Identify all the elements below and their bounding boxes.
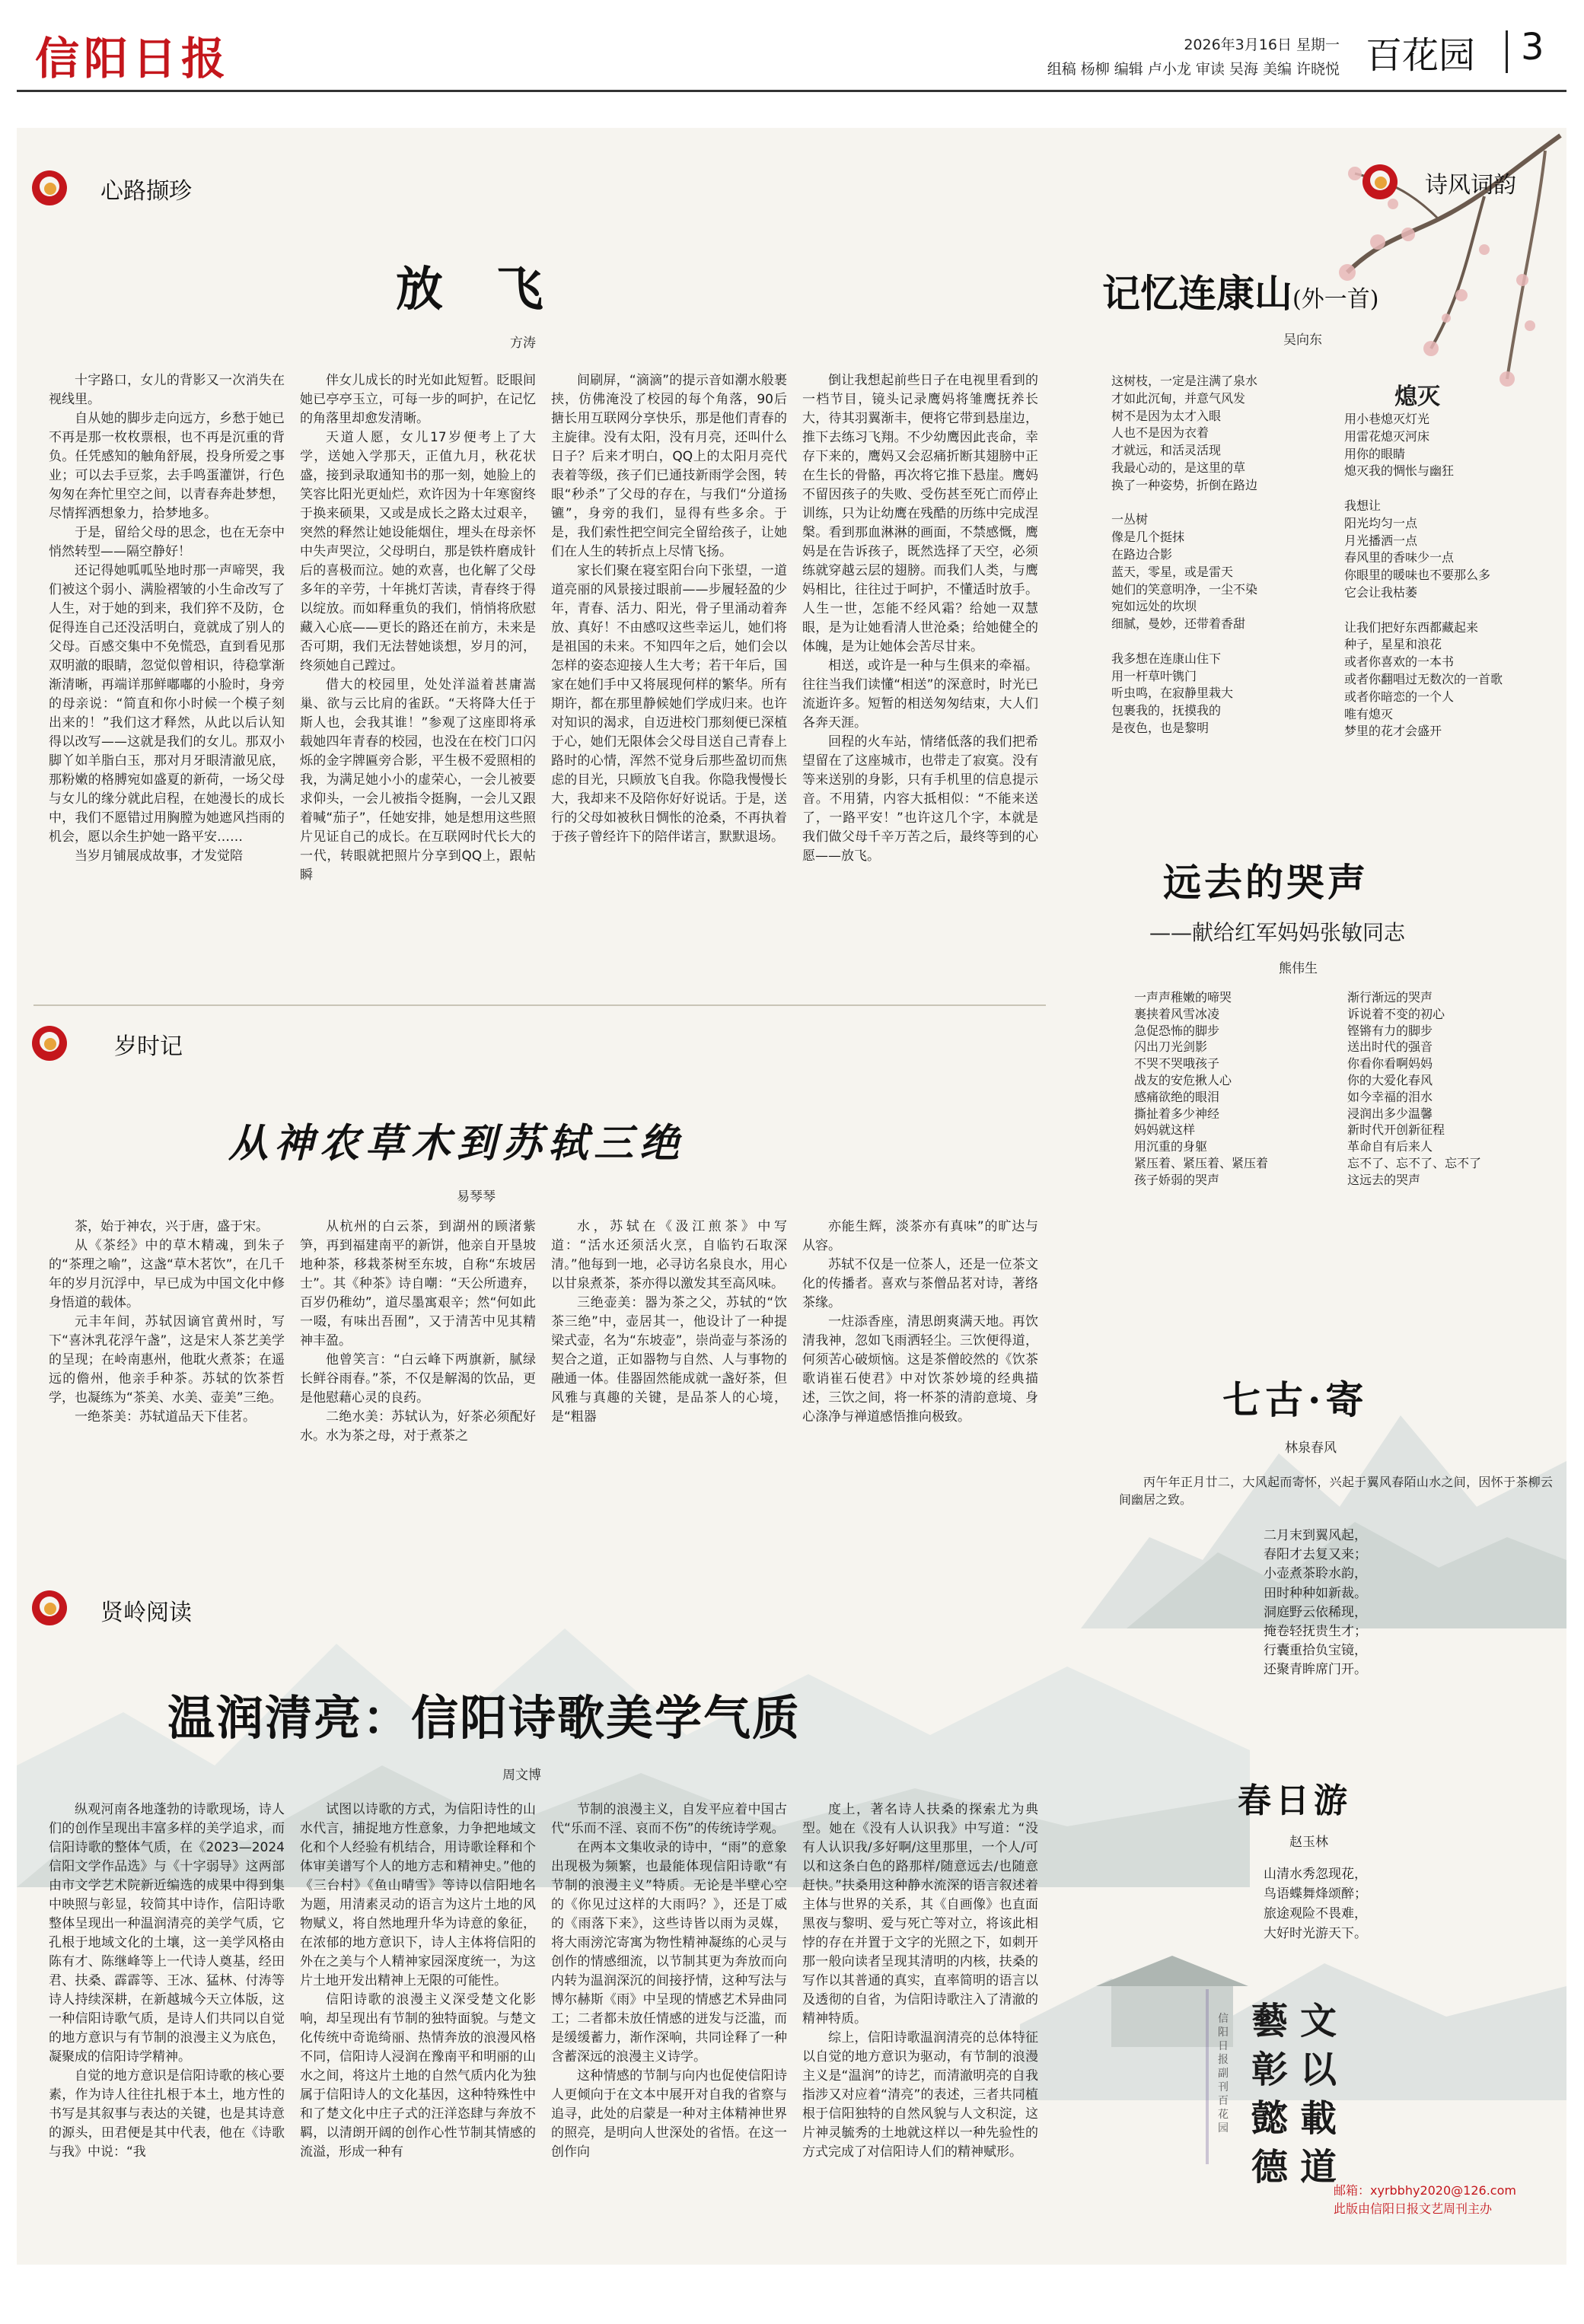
poem-line: 浸润出多少温馨 [1347,1106,1433,1121]
poem-line: 撕扯着多少神经 [1134,1106,1220,1121]
poem-line: 铿锵有力的脚步 [1347,1023,1433,1038]
poem-body-yuanqu-a [1134,989,1340,1189]
poem-line: 田时种种如新裁。 [1264,1585,1367,1601]
fangfei-column-2: 伴女儿成长的时光如此短暂。眨眼间她已亭亭玉立，可每一步的呵护，在记忆的角落里却愈发清晰。 天道人愿，女儿17岁便考上了大学，送她入学那天，正值九月，秋花状盛，接到录取通知书的那一刻，她脸上的笑容比阳光更灿烂，欢许因为十年寒窗终于换来硕果，又或是成长之路太过艰辛，突然的释然让她设能烟住，埋头在母亲怀中失声哭泣，父母明白，那是铁杵磨成针后的喜极而泣。她的欢喜，也化解了父母多年的辛劳，十年挑灯苦读，青春终于得以绽放。而如释重负的我们，悄悄将欣慰藏入心底——更长的路还在前方，未来是否可期，我们无法替她谈想，岁月的河，终须她自己蹚过。 借大的校园里，处处洋溢着甚庸嵩巢、欲与云比肩的雀跃。“天将降大任于斯人也，会我其谁！”参观了这座即将承载她四年青春的校园，也没在在校门口闪烁的金字牌匾旁合影，平生极不爱照相的我，为满足她小小的虚荣心，一会儿被要求仰头，一会儿被指令挺胸，一会儿又跟着喊“茄子”，任她安排，她是想用这些照片见证自己的成长。在互联网时代长大的一代，转眼就把照片分享到QQ上，跟帖瞬 [300,373,536,883]
poem-title-kangshan-sub: (外一首) [1292,286,1379,313]
poem-preface-qigu: 丙午年正月廿二，大风起而寄怀，兴起于翼风春陌山水之间，因怀于茶柳云间幽居之致。 [1119,1475,1553,1507]
seal-char: 以 [1300,2049,1337,2091]
wenrun-column-1: 纵观河南各地蓬勃的诗歌现场，诗人们的创作呈现出丰富多样的美学追求，而信阳诗歌的整体气质，在《2023—2024信阳文学作品选》与《十字弱导》这两部由市文学艺术院新近编选的成果中得到集中映照与彰显，较简其中诗作，信阳诗歌整体呈现出一种温润清亮的美学气质，它孔根于地域文化的土壤，这一美学风格由陈有才、陈继峰等上一代诗人奠基，经田君、扶桑、霹霹等、王冰、猛林、付涛等诗人持续深耕，在新越城今天立体版，这一种信阳诗歌气质，是诗人们共同以自觉的地方意识与有节制的浪漫主义为底色，凝聚成的信阳诗学精神。 自觉的地方意识是信阳诗歌的核心要素，作为诗人往往扎根于本土，地方性的书写是其叙事与表达的关键，也是其诗意的源头，田君便是其中代表，他在《诗歌与我》中说：“我 [49,1802,285,2160]
wenrun-column-2: 试图以诗歌的方式，为信阳诗性的山水代言，捕捉地方性意象，力争把地域文化和个人经验有机结合，用诗歌诠释和个体审美谱写个人的地方志和精神史。”他的《三台村》《鱼山晴雪》等诗以信阳地名为题，用清素灵动的语言为这片土地的风物赋义，将自然地理升华为诗意的象征，在浓郁的地方意识下，诗人主体将信阳的外在之美与个人精神家园深度统一，为这片土地开发出精神上无限的可能性。 信阳诗歌的浪漫主义深受楚文化影响，却呈现出有节制的独特面貌。与楚文化传统中奇诡绮丽、热情奔放的浪漫风格不同，信阳诗人浸润在豫南平和明丽的山水之间，将这片土地的自然气质内化为独属于信阳诗人的文化基因，这种特殊性中和了楚文化中庄子式的汪洋恣肆与奔放不羁，以清朗开阔的创作心性节制其情感的流溢，形成一种有 [300,1802,536,2160]
poem-body-kangshan [1111,373,1340,737]
poem-line: 在路边合影 [1111,546,1173,562]
poem-line: 让我们把好东西都藏起来 [1344,619,1479,635]
poem-line: 种子，星星和浪花 [1344,637,1442,652]
shennong-column-4: 亦能生辉，淡茶亦有真味”的旷达与从容。 苏轼不仅是一位茶人，还是一位茶文化的传播者。喜欢与茶僧品茗对诗，著络茶缘。 一炷添香座，清思朗爽满天地。再饮清我神，忽如飞雨洒轻尘。三饮便得道，何须苦心破烦恼。这是茶僧皎然的《饮茶歌诮崔石使君》中对饮茶妙境的经典描述，三饮之间，将一杯茶的清韵意境、身心涤净与禅道感悟推向极致。 [802,1219,1038,1425]
seal-char: 載 [1300,2097,1337,2140]
poem-line: 蓝天，零星，或是雷天 [1111,564,1234,579]
poem-line: 树不是因为太才入眼 [1111,408,1222,423]
poem-line: 你的大爱化春风 [1347,1072,1433,1087]
footer-note: 此版由信阳日报文艺周刊主办 [1334,2201,1493,2216]
seal-char: 懿 [1251,2097,1289,2140]
poem-title-chunri: 春日游 [1238,1781,1352,1820]
seal-char: 彰 [1251,2049,1289,2091]
section-label-suishiji: 岁时记 [114,1033,183,1060]
poem-line [1111,495,1340,512]
poem-title-qigu: 七古·寄 [1222,1377,1369,1422]
poem-line: 紧压着、紧压着、紧压着 [1134,1155,1269,1170]
poem-body-ximie [1344,411,1565,740]
poem-line: 才如此沉甸，并意气风发 [1111,390,1246,406]
poem-line: 她们的笑意明净，一尘不染 [1111,581,1258,597]
fangfei-column-4: 倒让我想起前些日子在电视里看到的一档节目，镜头记录鹰妈将雏鹰抚养长大，待其羽翼渐丰，便将它带到悬崖边，推下去练习飞翔。不少幼鹰因此丧命，幸存下来的，鹰妈又会忍痛折断其翅膀中正在生长的骨骼，再次将它推下悬崖。鹰妈不留因孩子的失败、受伤甚至死亡而停止训练，只为让幼鹰在残酷的历练中完成涅槃。看到那血淋淋的画面，不禁感慨，鹰妈是在告诉孩子，既然选择了天空，必须练就穿越云层的翅膀。而我们人类，与鹰妈相比，往往过于呵护，不懂适时放手。人生一世，怎能不经风霜？给她一双慧眼，是为让她看清人世沧桑；给她健全的体魄，是为让她体会苦尽甘来。 相送，或许是一种与生俱来的牵福。往往当我们读懂“相送”的深意时，时光已流逝许多。短暂的相送匆匆结束，大人们各奔天涯。 回程的火车站，情绪低落的我们把希望留在了这座城市，也带走了寂寞。没有等来送别的身影，只有手机里的信息提示音。不用猜，内容大抵相似：“不能来送了，一路平安！”也许这几个字，本就是我们做父母千辛万苦之后，最终等到的心愿——放飞。 [802,373,1038,864]
seal-char: 道 [1300,2146,1337,2189]
poem-author-kangshan: 吴向东 [1283,333,1322,348]
article-title-shennong: 从神农草木到苏轼三绝 [228,1120,686,1167]
poem-line: 革命自有后来人 [1347,1139,1433,1154]
poem-title-yuanqu: 远去的哭声 [1163,860,1369,905]
poem-line: 或者你暗恋的一个人 [1344,689,1455,704]
poem-line: 你看你看啊妈妈 [1347,1056,1433,1071]
poem-title-ximie: 熄灭 [1394,384,1440,410]
poem-line: 裹挟着风雪冰凌 [1134,1006,1220,1021]
poem-line: 梦里的花才会盛开 [1344,724,1442,739]
editors-line: 组稿 杨柳 编辑 卢小龙 审读 吴海 美编 许晓悦 [1047,61,1340,78]
fangfei-column-1: 十字路口，女儿的背影又一次消失在视线里。 自从她的脚步走向远方，乡愁于她已不再是那一枚枚票根，也不再是沉重的背负。任凭感知的触角舒展，投身所爱之事业；可以去手豆浆，去手鸣蛋灌饼，行色匆匆在奔忙里空之间，以青春奔赴梦想，尽情挥洒想象力，拾梦地多。 于是，留给父母的思念，也在无奈中悄然转型——隔空静好！ 还记得她呱呱坠地时那一声啼哭，我们被这个弱小、满脸褶皱的小生命改写了人生，对于她的到来，我们猝不及防，仓促得连自己还没活明白，竟就成了别人的父母。百感交集中不免慌恐，直到看见那双明澈的眼睛，忽觉似曾相识，待稳掌渐渐清晰，再端详那鲜嘟嘟的小脸时，身旁的母亲说：“简直和你小时候一个模子刻出来的！”我们这才释然，从此以后认知得以改写——这就是我们的女儿。那双小脚丫如羊脂白玉，那对月牙眼清澈见底，那粉嫩的格膊宛如盛夏的新荷，一场父母与女儿的缘分就此启程，在她漫长的成长中，我们不愿错过用胸膛为她遮风挡雨的机会，愿以余生护她一路平安…… 当岁月铺展成故事，才发觉陪 [49,373,285,864]
seal-characters [1251,1997,1337,2192]
poem-line [1344,602,1565,619]
poem-line: 才就远，和活灵活现 [1111,443,1222,458]
header-rule [17,90,1566,92]
wenrun-column-3: 节制的浪漫主义，自发平应着中国古代“乐而不淫、哀而不伤”的传统诗学观。 在两本文集收录的诗中，“雨”的意象出现极为频繁，也最能体现信阳诗歌“有节制的浪漫主义”特质。无论是半壁心空的《你见过这样的大雨吗？》，还是丁威的《雨落下来》，这些诗皆以雨为灵媒，将大雨滂沱寄寓为物性精神凝练的心灵与创作的情感细流，以节制其更为奔放而向内转为温润深沉的间接抒情，这种写法与博尔赫斯《雨》中呈现的情感艺术异曲同工；二者都未放任情感的迸发与泛滥，而是缓缓蓄力，渐作深响，共同诠释了一种含蓄深远的浪漫主义诗学。 这种情感的节制与向内也促使信阳诗人更倾向于在文本中展开对自我的省察与追寻，此处的启蒙是一种对主体精神世界的照亮，是明向人世深处的省悟。在这一创作向 [551,1802,787,2160]
poem-line: 听虫鸣，在寂静里栽大 [1111,686,1234,701]
poem-author-qigu: 林泉春风 [1285,1441,1337,1456]
poem-line: 用一杆草叶镌门 [1111,668,1197,683]
footer-email: 邮箱：xyrbbhy2020@126.com [1334,2183,1516,2198]
poem-line: 阳光均匀一点 [1344,515,1418,530]
poem-body-chunri [1264,1864,1507,1944]
poem-line: 二月末到翼风起， [1264,1528,1367,1543]
date-line: 2026年3月16日 星期一 [1184,37,1340,53]
seal-ink-stroke [1206,1989,1209,2164]
poem-line: 如今幸福的泪水 [1347,1089,1433,1104]
poem-line: 一声声稚嫩的啼哭 [1134,990,1232,1004]
section-label-xinlu: 心路撷珍 [100,178,192,205]
poem-line: 小壶煮茶聆水韵， [1264,1566,1367,1582]
poem-line: 像是几个挺抹 [1111,530,1185,545]
poem-line [1344,480,1565,498]
page-number: 3 [1521,26,1544,68]
poem-line: 忘不了、忘不了、忘不了 [1347,1155,1482,1170]
poem-line: 春风里的香味少一点 [1344,550,1455,565]
poem-line: 是夜色，也是黎明 [1111,720,1210,735]
poem-line: 妈妈就这样 [1134,1122,1196,1138]
poem-line: 旅途观险不畏难， [1264,1906,1367,1921]
poem-line: 我多想在连康山住下 [1111,651,1222,666]
poem-author-chunri: 赵玉林 [1289,1835,1328,1850]
poem-line: 一丛树 [1111,512,1149,527]
poem-line: 用沉重的身躯 [1134,1139,1208,1154]
article-title-fangfei: 放 飞 [396,261,562,317]
section-icon-dot [44,1038,56,1050]
poem-line: 月光播洒一点 [1344,533,1418,548]
poem-line: 诉说着不变的初心 [1347,1006,1445,1021]
poem-line: 我最心动的，是这里的草 [1111,460,1246,475]
poem-line: 还聚青眸席门开。 [1264,1662,1367,1678]
seal-char: 文 [1300,2000,1337,2042]
section-icon-dot [44,1603,56,1615]
page-section-name: 百花园 [1366,34,1476,77]
poem-line: 它会让我枯萎 [1344,584,1418,600]
shennong-column-2: 从杭州的白云茶，到湖州的顾渚紫笋，再到福建南平的新饼，他亲自开垦坡地种茶，移栽茶树至东坡，自称“东坡居士”。其《种茶》诗自嘲：“天公所遗弃，百岁仍稚幼”，道尽墨寓艰辛；然“何如此一啜，有味出吾囿”，又于清苦中见其精神丰盈。 他曾笑言：“白云峰下两旗新，腻绿长鲜谷雨春。”茶，不仅是解渴的饮品，更是他慰藉心灵的良药。 二绝水美：苏轼认为，好茶必须配好水。水为茶之母，对于煮茶之 [300,1219,536,1444]
poem-line: 急促恐怖的脚步 [1134,1023,1220,1038]
poem-line: 或者你喜欢的一本书 [1344,654,1455,670]
section-icon-dot [44,183,56,195]
wenrun-column-4: 度上，著名诗人扶桑的探索尤为典型。她在《没有人认识我》中写道：“没有人认识我/多好啊/这里那里，一个人/可以和这条白色的路那样/随意远去/也随意赶快。”扶桑用这种静水流深的语言叙述着主体与世界的关系，其《自画像》也直面黑夜与黎明、爱与死亡等对立，将该此相悖的存在并置于文字的光照之下，如刺开那一般向读者呈现其清明的内核，扶桑的写作以其普通的真实，直率简明的语言以及透彻的自省，为信阳诗歌注入了清澈的精神特质。 综上，信阳诗歌温润清亮的总体特征以自觉的地方意识为驱动，有节制的浪漫主义是“温润”的诗艺，而清澈明亮的自我指涉又对应着“清亮”的表述，三者共同植根于信阳独特的自然风貌与人文积淀，这片神灵毓秀的土地就这样以一种先验性的方式完成了对信阳诗人们的精神赋形。 [802,1802,1038,2160]
poem-line: 这远去的哭声 [1347,1172,1421,1187]
poem-line: 闪出刀光剑影 [1134,1039,1208,1055]
poem-line: 行囊重拾负宝镜， [1264,1643,1367,1659]
poem-line: 或者你翻唱过无数次的一首歌 [1344,671,1503,686]
poem-line: 换了一种姿势，折倒在路边 [1111,477,1258,492]
poem-title-kangshan [1102,263,1378,318]
shennong-column-3: 水，苏轼在《汲江煎茶》中写道：“活水还须活火烹，自临钓石取深清。”他每到一地，必寻访名泉良水，用心以甘泉煮茶，茶亦得以激发其至高风味。 三绝壶美：器为茶之父，苏轼的“饮茶三绝”中，壶居其一，他设计了一种提梁式壶，名为“东坡壶”，崇尚壶与茶汤的契合之道，正如器物与自然、人与事物的融通一体。佳器固然能成就一盏好茶，但风雅与真趣的关键，是品茶人的心境，是“粗器 [551,1219,787,1425]
article-title-wenrun: 温润清亮：信阳诗歌美学气质 [167,1690,802,1746]
masthead-logo: 信阳日报 [35,33,231,84]
poem-author-yuanqu: 熊伟生 [1279,961,1318,976]
poem-line: 宛如远处的坎坝 [1111,599,1197,614]
section-divider [33,1004,1046,1006]
poem-line: 渐行渐远的哭声 [1347,990,1433,1004]
poem-line: 你眼里的暖味也不要那么多 [1344,568,1491,583]
poem-line: 用雷花熄灭河床 [1344,428,1430,444]
seal-char: 德 [1251,2146,1289,2189]
poem-subtitle-yuanqu: ——献给红军妈妈张敏同志 [1149,920,1406,945]
header-divider [1506,30,1508,73]
poem-line: 细腻，曼妙，还带着香甜 [1111,616,1246,632]
fangfei-column-3: 间刷屏，“滴滴”的提示音如潮水般裹挟，仿佛淹没了校园的每个角落，90后搪长用互联网分享快乐，那是他们青春的主旋律。没有太阳，没有月亮，还叫什么日子？后来才明白，QQ上的太阳月亮代表着等级，孩子们已通技新雨学会图，转眼“秒杀”了父母的存在，与我们“分道扬镳”，身旁的我们，显得有些多余。于是，我们索性把空间完全留给孩子，让她们在人生的转折点上尽情飞扬。 家长们聚在寝室阳台向下张望，一道道亮丽的风景接过眼前——步履轻盈的少年，青春、活力、阳光，骨子里涌动着奔放、真好！不由感叹这些幸运儿，她们将是祖国的未来。不知四年之后，她们会以怎样的姿态迎接人生大考；若干年后，国家在她们手中又将展现何样的繁华。所有期许，都在那里静候她们学成归来。也许对知识的渴求，自迈进校门那刻便已深植于心，她们无限体会父母目送自己青春上路时的心情，浑然不觉身后那些盈切而焦虑的目光，只顾放飞自我。你隐我慢慢长大，我却来不及陪你好好说话。于是，送行的父母如被秋日惆怅的沧桑，不再执着于孩子曾经许下的陪伴诺言，默默退场。 [551,373,787,845]
poem-line: 包裹我的，抚摸我的 [1111,703,1222,718]
poem-line: 用小巷熄灭灯光 [1344,412,1430,426]
poem-line: 掩卷轻抚贵生才； [1264,1624,1367,1640]
poem-line: 大好时光游天下。 [1264,1926,1367,1941]
poem-line: 人也不是因为衣着 [1111,425,1210,441]
poem-line: 鸟语蝶舞烽颂醉； [1264,1886,1367,1902]
poem-line: 不哭不哭哦孩子 [1134,1056,1220,1071]
poem-line: 新时代开创新征程 [1347,1122,1445,1138]
column-brand-seal [1198,1982,1518,2210]
section-label-xianling: 贤岭阅读 [100,1600,192,1626]
seal-side-text: 信阳日报副刊百花园 [1218,2013,1229,2135]
poem-line: 我想让 [1344,498,1382,513]
poem-title-kangshan-main: 记忆连康山 [1102,271,1292,316]
section-label-shifeng: 诗风词韵 [1425,172,1516,199]
poem-line: 熄灭我的惆怅与幽狂 [1344,463,1455,479]
poem-line: 送出时代的强音 [1347,1039,1433,1055]
shennong-column-1: 茶，始于神农，兴于唐，盛于宋。 从《茶经》中的草木精魂，到朱子的“茶理之喻”，这盏“草木茗饮”，在几千年的岁月沉浮中，早已成为中国文化中修身悟道的载体。 元丰年间，苏轼因谪官黄州时，写下“喜沐乳花浮午盏”，这是宋人茶艺美学的呈现；在岭南惠州，他耽火煮茶；在遥远的儋州，他亲手种茶。苏轼的饮茶哲学，也凝练为“茶美、水美、壶美”三绝。 一绝茶美：苏轼道品天下佳茗。 [49,1219,285,1425]
poem-body-qigu [1264,1527,1507,1680]
seal-char: 藝 [1251,2000,1289,2042]
section-icon-dot [1375,177,1387,189]
article-author-wenrun: 周文博 [502,1768,541,1783]
poem-line: 感痛欲绝的眼泪 [1134,1089,1220,1104]
poem-line: 唯有熄灭 [1344,706,1394,721]
poem-line: 战友的安危揪人心 [1134,1072,1232,1087]
poem-line: 春阳才去复又来； [1264,1547,1367,1563]
article-author-fangfei: 方涛 [510,336,536,351]
poem-line: 这树枝，一定是注满了泉水 [1111,374,1258,388]
poem-line: 洞庭野云依稀现， [1264,1604,1367,1620]
poem-line: 孩子娇弱的哭声 [1134,1172,1220,1187]
poem-body-yuanqu-b [1347,989,1553,1189]
poem-line: 用你的眼睛 [1344,446,1406,461]
article-author-shennong: 易琴琴 [457,1189,496,1205]
poem-line [1111,633,1340,651]
poem-line: 山清水秀忽现花， [1264,1867,1367,1882]
